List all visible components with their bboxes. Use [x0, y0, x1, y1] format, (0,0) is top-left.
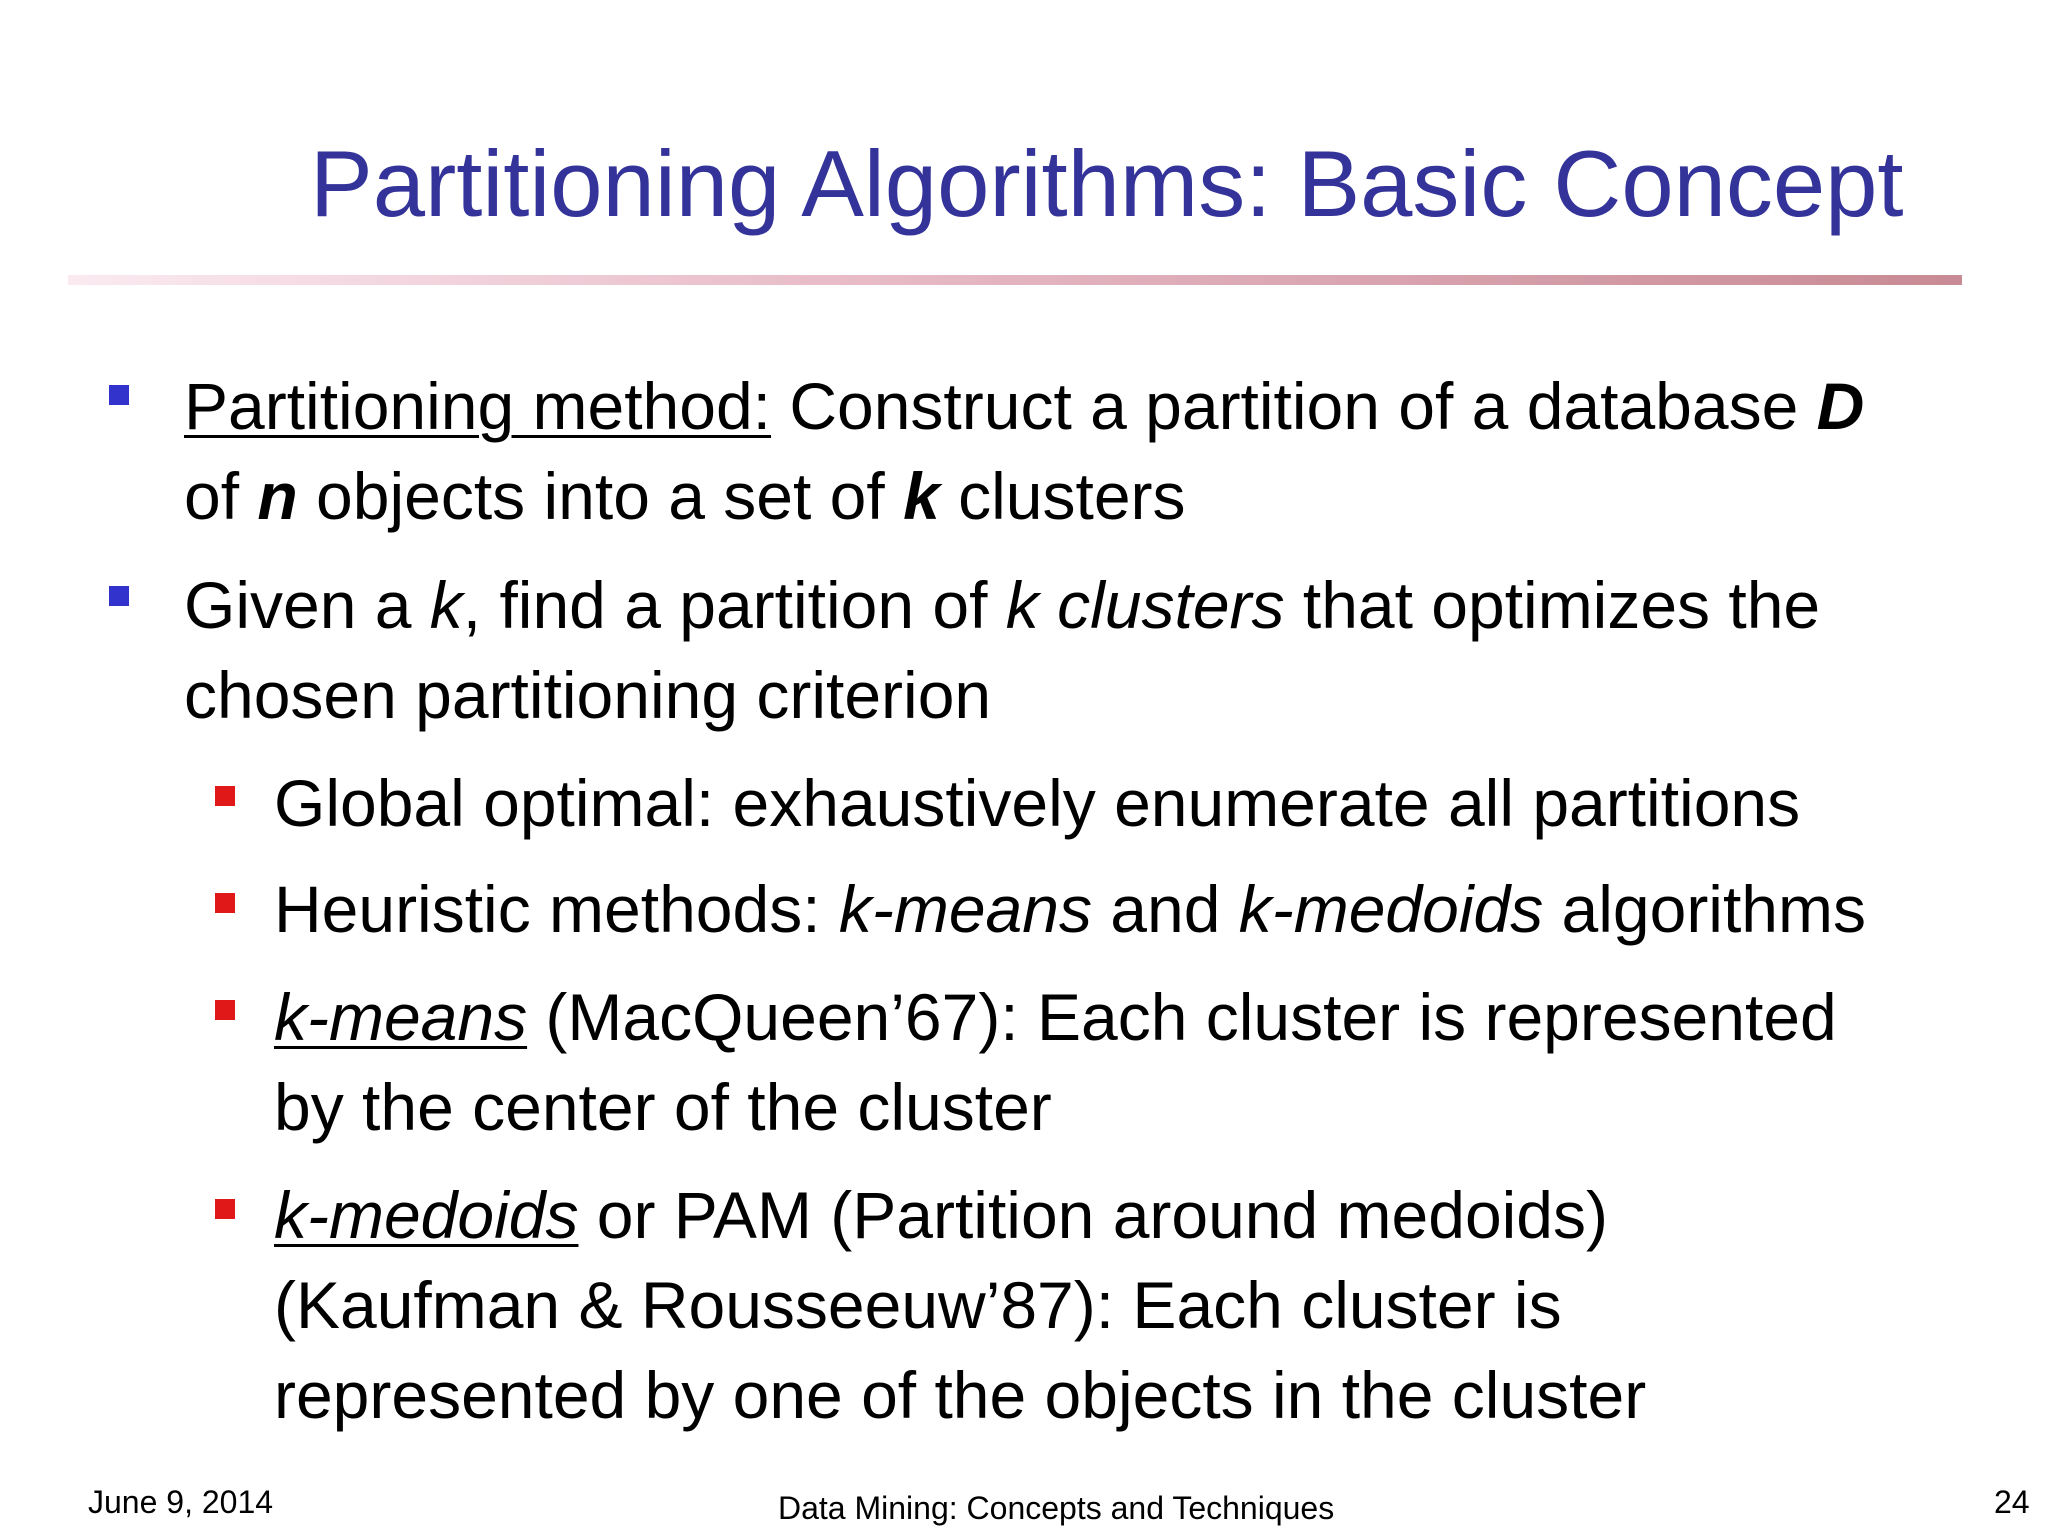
bullet-line: k-medoids or PAM (Partition around medoids) [274, 1178, 1608, 1252]
variable-d: D [1816, 369, 1865, 443]
bullet-line: represented by one of the objects in the cluster [274, 1358, 1647, 1432]
bullet-line: k-means (MacQueen’67): Each cluster is represented [274, 980, 1837, 1054]
term-k-means: k-means [838, 872, 1092, 946]
term-k-means: k-means [274, 980, 528, 1054]
footer-page-number: 24 [1994, 1484, 2030, 1520]
sub-bullet-square-icon [215, 1199, 235, 1219]
bullet-square-icon [109, 385, 129, 405]
sub-bullet-square-icon [215, 786, 235, 806]
bullet-partitioning-method [184, 361, 1864, 541]
bullet-line: Global optimal: exhaustively enumerate all partitions [274, 766, 1801, 840]
variable-n: n [257, 459, 298, 533]
bullet-line: by the center of the cluster [274, 1070, 1052, 1144]
sub-bullet-k-medoids [274, 1170, 1646, 1440]
sub-bullet-square-icon [215, 893, 235, 913]
sub-bullet-heuristic-methods [274, 864, 1866, 954]
bullet-line: Partitioning method: Construct a partition of a database D [184, 369, 1865, 443]
sub-bullet-k-means [274, 972, 1837, 1152]
bullet-line: Heuristic methods: k-means and k-medoids algorithms [274, 872, 1866, 946]
variable-k: k [903, 459, 940, 533]
slide-title: Partitioning Algorithms: Basic Concept [310, 131, 1904, 236]
bullet-square-icon [109, 586, 129, 606]
footer-course-title: Data Mining: Concepts and Techniques [778, 1490, 1335, 1526]
term-k-medoids: k-medoids [274, 1178, 579, 1252]
term-partitioning-method: Partitioning method: [184, 369, 772, 443]
term-k-medoids: k-medoids [1238, 872, 1544, 946]
bullet-line: of n objects into a set of k clusters [184, 459, 1186, 533]
bullet-given-k [184, 560, 1820, 740]
bullet-line: chosen partitioning criterion [184, 658, 992, 732]
variable-k: k [429, 568, 463, 642]
term-k-clusters: k clusters [1005, 568, 1285, 642]
bullet-line: (Kaufman & Rousseeuw’87): Each cluster is [274, 1268, 1562, 1342]
bullet-line: Given a k, find a partition of k clusters that optimizes the [184, 568, 1821, 642]
footer-date: June 9, 2014 [88, 1484, 274, 1520]
sub-bullet-square-icon [215, 1000, 235, 1020]
sub-bullet-global-optimal [274, 758, 1800, 848]
